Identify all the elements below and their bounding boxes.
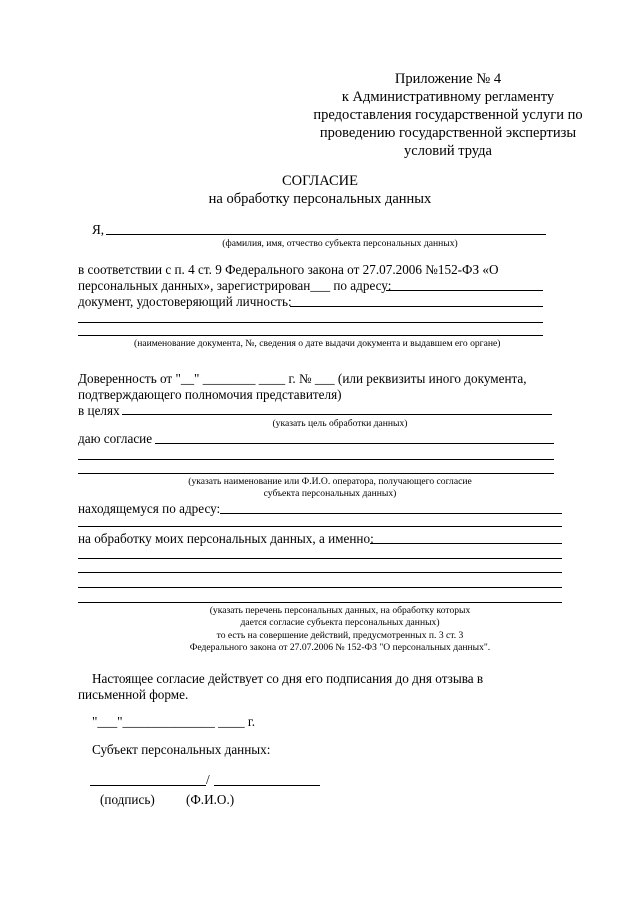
operator-field-line[interactable] [78, 473, 554, 474]
full-name-field[interactable] [214, 785, 320, 786]
purpose-field[interactable] [122, 414, 552, 415]
signature-field[interactable] [90, 785, 206, 786]
address-label: персональных данных», зарегистрирован___ по адресу: [78, 278, 392, 293]
appendix-ref-line: предоставления государственной услуги по [313, 107, 583, 123]
identity-document-caption: (наименование документа, №, сведения о дате выдачи документа и выдавшем его органе) [134, 338, 501, 349]
appendix-ref-line: условий труда [404, 143, 492, 159]
personal-data-list-line[interactable] [78, 602, 562, 603]
personal-data-caption: дается согласие субъекта персональных данных) [240, 617, 440, 628]
document-subtitle: на обработку персональных данных [208, 191, 432, 207]
personal-data-list-line[interactable] [78, 587, 562, 588]
identity-document-field-line[interactable] [78, 322, 543, 323]
operator-address-label: находящемуся по адресу: [78, 501, 221, 516]
validity-text: письменной форме. [78, 687, 189, 702]
signature-caption: (подпись) [100, 792, 155, 807]
identity-document-label: документ, удостоверяющий личность: [78, 294, 292, 309]
operator-address-field[interactable] [220, 513, 562, 514]
appendix-number: Приложение № 4 [394, 71, 502, 87]
identity-document-field[interactable] [290, 306, 543, 307]
personal-data-caption: Федерального закона от 27.07.2006 № 152-ФЗ "О персональных данных". [189, 642, 491, 653]
operator-caption: (указать наименование или Ф.И.О. оператора, получающего согласие [188, 476, 472, 487]
subject-name-field[interactable] [106, 234, 546, 235]
operator-caption: субъекта персональных данных) [263, 488, 397, 499]
subject-name-caption: (фамилия, имя, отчество субъекта персональных данных) [222, 238, 458, 249]
power-of-attorney-line: подтверждающего полномочия представителя) [78, 387, 342, 402]
consent-label: даю согласие [78, 431, 153, 446]
personal-data-list-field[interactable] [370, 543, 562, 544]
identity-document-field-line[interactable] [78, 335, 543, 336]
purpose-caption: (указать цель обработки данных) [272, 418, 408, 429]
document-title: СОГЛАСИЕ [281, 173, 359, 189]
personal-data-caption: то есть на совершение действий, предусмотренных п. 3 ст. 3 [216, 630, 464, 641]
appendix-ref-line: к Административному регламенту [341, 89, 555, 105]
processing-label: на обработку моих персональных данных, а именно: [78, 531, 374, 546]
personal-data-list-line[interactable] [78, 572, 562, 573]
personal-data-list-line[interactable] [78, 558, 562, 559]
signature-label: Субъект персональных данных: [92, 742, 271, 757]
operator-address-field-line[interactable] [78, 526, 562, 527]
validity-text: Настоящее согласие действует со дня его подписания до дня отзыва в [92, 671, 484, 686]
full-name-caption: (Ф.И.О.) [186, 792, 235, 807]
date-field[interactable]: "___"______________ ____ г. [92, 714, 256, 729]
operator-field[interactable] [155, 443, 554, 444]
law-reference-line: в соответствии с п. 4 ст. 9 Федерального закона от 27.07.2006 №152-ФЗ «О [78, 262, 499, 277]
subject-prefix: Я, [92, 222, 105, 237]
appendix-ref-line: проведению государственной экспертизы [319, 125, 577, 141]
subject-address-field[interactable] [386, 290, 543, 291]
signature-separator: / [206, 772, 210, 787]
purpose-label: в целях [78, 403, 120, 418]
power-of-attorney-line: Доверенность от "__" ________ ____ г. № ___ (или реквизиты иного документа, [78, 371, 527, 386]
operator-field-line[interactable] [78, 459, 554, 460]
personal-data-caption: (указать перечень персональных данных, на обработку которых [209, 605, 471, 616]
